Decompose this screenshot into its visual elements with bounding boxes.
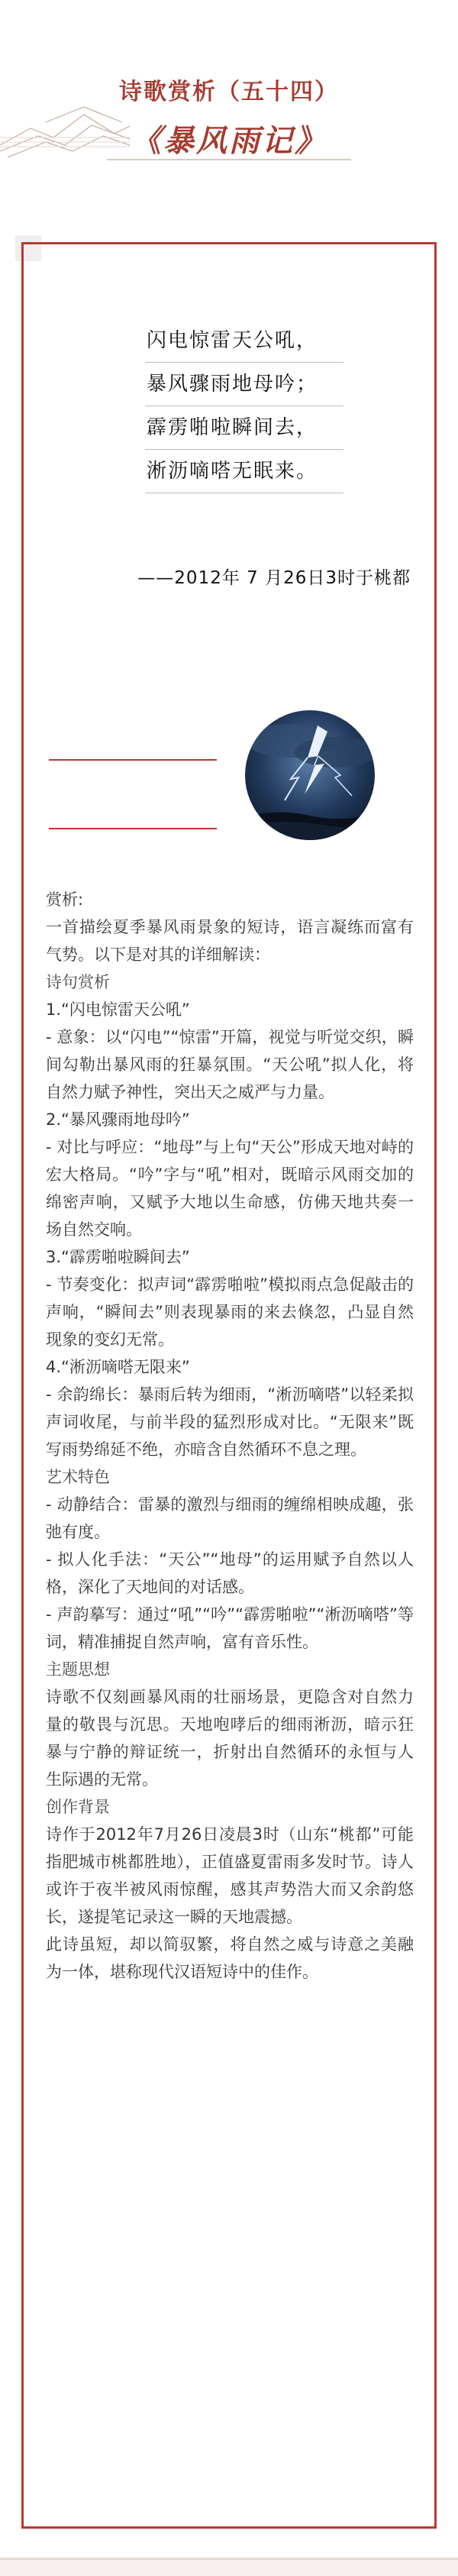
poem-title: 《暴风雨记》 <box>131 124 327 159</box>
art-point-3: - 声韵摹写：通过“吼”“吟”“霹雳啪啦”“淅沥嘀嗒”等词，精准捕捉自然声响，富有音乐性。 <box>46 1605 414 1651</box>
verse-4-heading: 4.“淅沥嘀嗒无限来” <box>46 1358 190 1376</box>
verse-3-body: - 节奏变化：拟声词“霹雳啪啦”模拟雨点急促敲击的声响，“瞬间去”则表现暴雨的来去倏忽，凸显自然现象的变幻无常。 <box>46 1275 414 1349</box>
theme-body: 诗歌不仅刻画暴风雨的壮丽场景，更隐含对自然力量的敬畏与沉思。天地咆哮后的细雨淅沥，暗示狂暴与宁静的辩证统一，折射出自然循环的永恒与人生际遇的无常。 <box>46 1688 414 1789</box>
section-title-art: 艺术特色 <box>46 1468 110 1486</box>
poem-line-3: 霹雳啪啦瞬间去， <box>145 406 344 450</box>
header <box>0 0 458 229</box>
poem-line-2: 暴风骤雨地母吟； <box>145 363 344 406</box>
section-title-verse: 诗句赏析 <box>46 973 110 991</box>
analysis-label: 赏析: <box>46 890 84 909</box>
poem-line-1: 闪电惊雷天公吼， <box>145 319 344 363</box>
art-point-1: - 动静结合：雷暴的激烈与细雨的缠绵相映成趣，张弛有度。 <box>46 1495 414 1541</box>
divider-lines-decoration <box>49 752 217 836</box>
background-body-2: 此诗虽短，却以简驭繁，将自然之威与诗意之美融为一体，堪称现代汉语短诗中的佳作。 <box>46 1935 414 1981</box>
verse-3-heading: 3.“霹雳啪啦瞬间去” <box>46 1248 190 1266</box>
section-title-theme: 主题思想 <box>46 1660 110 1679</box>
verse-2-heading: 2.“暴风骤雨地母吟” <box>46 1110 190 1129</box>
analysis-intro: 一首描绘夏季暴风雨景象的短诗，语言凝练而富有气势。以下是对其的详细解读： <box>46 918 414 964</box>
poem-block <box>145 319 344 493</box>
verse-1-body: - 意象：以“闪电”“惊雷”开篇，视觉与听觉交织，瞬间勾勒出暴风雨的狂暴氛围。“天公吼”拟人化，将自然力赋予神性，突出天之威严与力量。 <box>46 1028 414 1101</box>
verse-4-body: - 余韵绵长：暴雨后转为细雨，“淅沥嘀嗒”以轻柔拟声词收尾，与前半段的猛烈形成对比。“无限来”既写雨势绵延不绝，亦暗含自然循环不息之理。 <box>46 1385 414 1459</box>
analysis-section <box>46 886 414 1986</box>
footer-decoration <box>0 2541 458 2576</box>
background-body-1: 诗作于2012年7月26日凌晨3时（山东“桃都”可能指肥城市桃都胜地），正值盛夏雷雨多发时节。诗人或许于夜半被风雨惊醒，感其声势浩大而又余韵悠长，遂提笔记录这一瞬的天地震撼。 <box>46 1825 414 1926</box>
verse-1-heading: 1.“闪电惊雷天公吼” <box>46 1000 190 1019</box>
verse-2-body: - 对比与呼应：“地母”与上句“天公”形成天地对峙的宏大格局。“吟”字与“吼”相对，既暗示风雨交加的绵密声响，又赋予大地以生命感，仿佛天地共奏一场自然交响。 <box>46 1138 414 1239</box>
art-point-2: - 拟人化手法：“天公”“地母”的运用赋予自然以人格，深化了天地间的对话感。 <box>46 1550 414 1596</box>
section-title-background: 创作背景 <box>46 1798 110 1816</box>
poem-signature: ——2012年 7 月26日3时于桃都 <box>137 568 411 588</box>
series-title: 诗歌赏析（五十四） <box>119 79 339 105</box>
lightning-storm-image <box>245 710 375 840</box>
poem-line-4: 淅沥嘀嗒无眠来。 <box>145 450 344 493</box>
title-divider <box>107 159 351 160</box>
